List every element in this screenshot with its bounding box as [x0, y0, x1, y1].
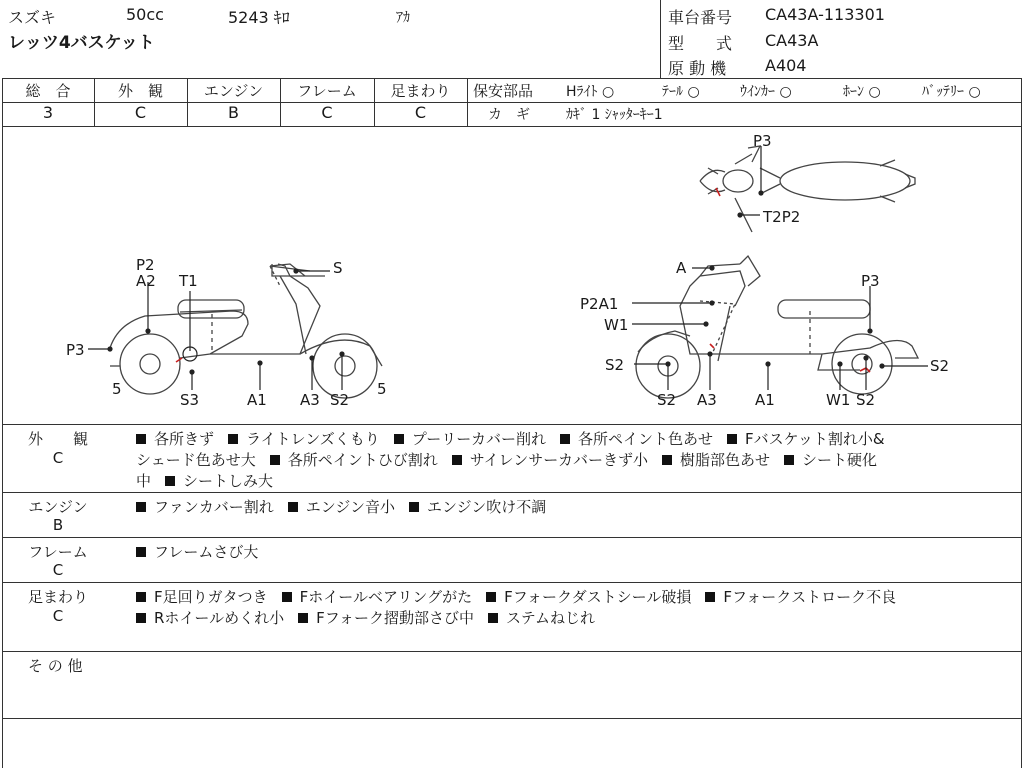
safety-item-headlight: Hﾗｲﾄ ○: [566, 84, 615, 100]
label-top-p3: P3: [753, 132, 772, 150]
defect-line-exterior-2: シェード色あせ大 各所ペイントひび割れ サイレンサーカバーきず小 樹脂部色あせ シート硬化: [136, 451, 878, 469]
label-right-s2-left: S2: [605, 356, 625, 374]
defect-grade-engine: B: [52, 516, 64, 534]
defect-grade-suspension: C: [52, 607, 64, 625]
grade-engine: B: [228, 103, 239, 122]
label-left-s3: S3: [180, 391, 200, 409]
defects-border-4: [2, 651, 1022, 652]
label-right-s2-bottom: S2: [657, 391, 677, 409]
defect-title-engine: エンジン: [28, 498, 88, 516]
label-right-a1: A1: [755, 391, 775, 409]
safety-item-battery: ﾊﾞｯﾃﾘｰ ○: [922, 84, 981, 100]
grade-header-engine: エンジン: [203, 82, 264, 100]
grade-suspension: C: [414, 103, 427, 122]
header-divider: [660, 0, 661, 78]
grade-header-exterior: 外 観: [117, 82, 163, 100]
label-left-p3: P3: [66, 341, 85, 359]
top-view-scooter: [700, 146, 915, 232]
label-right-w1-bottom: W1: [826, 391, 851, 409]
headlight-status: ○: [601, 84, 615, 100]
label-left-s2: S2: [330, 391, 350, 409]
grade-overall: 3: [42, 103, 54, 122]
defect-title-suspension: 足まわり: [27, 588, 88, 606]
key-label: カ ギ: [488, 107, 530, 123]
label-left-5a: 5: [112, 380, 122, 398]
label-right-s2-right: S2: [930, 357, 950, 375]
grade-header-suspension: 足まわり: [390, 82, 451, 100]
frame-number-label: 車台番号: [668, 8, 733, 27]
winker-status: ○: [779, 84, 792, 100]
label-top-t2p2: T2P2: [763, 208, 801, 226]
defect-line-frame-1: フレームさび大: [136, 541, 272, 562]
tail-status: ○: [687, 84, 700, 100]
defect-line-suspension-2: Rホイールめくれ小 Fフォーク摺動部さび中 ステムねじれ: [136, 607, 609, 628]
defect-line-exterior-3: 中 シートしみ大: [136, 472, 274, 490]
defects-border-3: [2, 582, 1022, 583]
defects-border-2: [2, 537, 1022, 538]
model-name: レッツ4バスケット: [8, 33, 155, 53]
defect-line-engine-1: ファンカバー割れ エンジン音小 エンジン吹け不調: [136, 496, 560, 517]
battery-status: ○: [968, 84, 981, 100]
grades-top-border: [2, 78, 1022, 79]
defect-line-exterior-1: 各所きず ライトレンズくもり プーリーカバー削れ 各所ペイント色あせ Fバスケット割れ小&: [136, 428, 899, 449]
defects-border-5: [2, 718, 1022, 719]
label-left-t1: T1: [179, 272, 198, 290]
type-value: CA43A: [765, 31, 819, 50]
frame-number-value: CA43A-113301: [765, 5, 885, 24]
key-value: ｶｷﾞ 1 ｼｬｯﾀｰｷｰ1: [566, 107, 663, 123]
label-left-a2: A2: [136, 272, 156, 290]
safety-item-winker: ｳｲﾝｶｰ ○: [740, 84, 792, 100]
defect-line-suspension-1: F足回りガタつき Fホイールベアリングがた Fフォークダストシール破損 Fフォークストローク不良: [136, 586, 910, 607]
label-left-a3: A3: [300, 391, 320, 409]
label-left-p2: P2: [136, 256, 155, 274]
defect-title-other: そ の 他: [28, 657, 83, 675]
label-right-p3: P3: [861, 272, 880, 290]
displacement: 50cc: [126, 5, 164, 24]
label-right-p2a1: P2A1: [580, 295, 619, 313]
grade-header-frame: フレーム: [297, 82, 357, 100]
label-left-s: S: [333, 259, 343, 277]
grade-exterior: C: [134, 103, 147, 122]
safety-item-tail: ﾃｰﾙ ○: [662, 84, 700, 100]
mileage: 5243 ｷﾛ: [228, 8, 290, 27]
safety-label: 保安部品: [473, 82, 534, 100]
label-left-a1: A1: [247, 391, 267, 409]
label-right-s2-bottom2: S2: [856, 391, 876, 409]
label-right-a: A: [676, 259, 687, 277]
grade-frame: C: [321, 103, 333, 122]
label-right-a3: A3: [697, 391, 717, 409]
defect-grade-frame: C: [52, 561, 64, 579]
defects-border-1: [2, 492, 1022, 493]
defect-grade-exterior: C: [52, 449, 64, 467]
color: ｱｶ: [396, 10, 410, 26]
grade-header-overall: 総 合: [25, 82, 71, 100]
horn-status: ○: [868, 84, 881, 100]
type-label: 型 式: [668, 34, 733, 53]
safety-mid-border: [467, 102, 1021, 103]
label-left-5b: 5: [377, 380, 387, 398]
maker: スズキ: [8, 8, 57, 27]
label-right-w1: W1: [604, 316, 629, 334]
defects-top-border: [2, 424, 1022, 425]
engine-model-value: A404: [765, 56, 807, 75]
safety-item-horn: ﾎｰﾝ ○: [843, 84, 881, 100]
defect-title-frame: フレーム: [28, 543, 88, 561]
engine-model-label: 原 動 機: [668, 59, 727, 78]
defect-title-exterior: 外 観: [27, 430, 88, 448]
